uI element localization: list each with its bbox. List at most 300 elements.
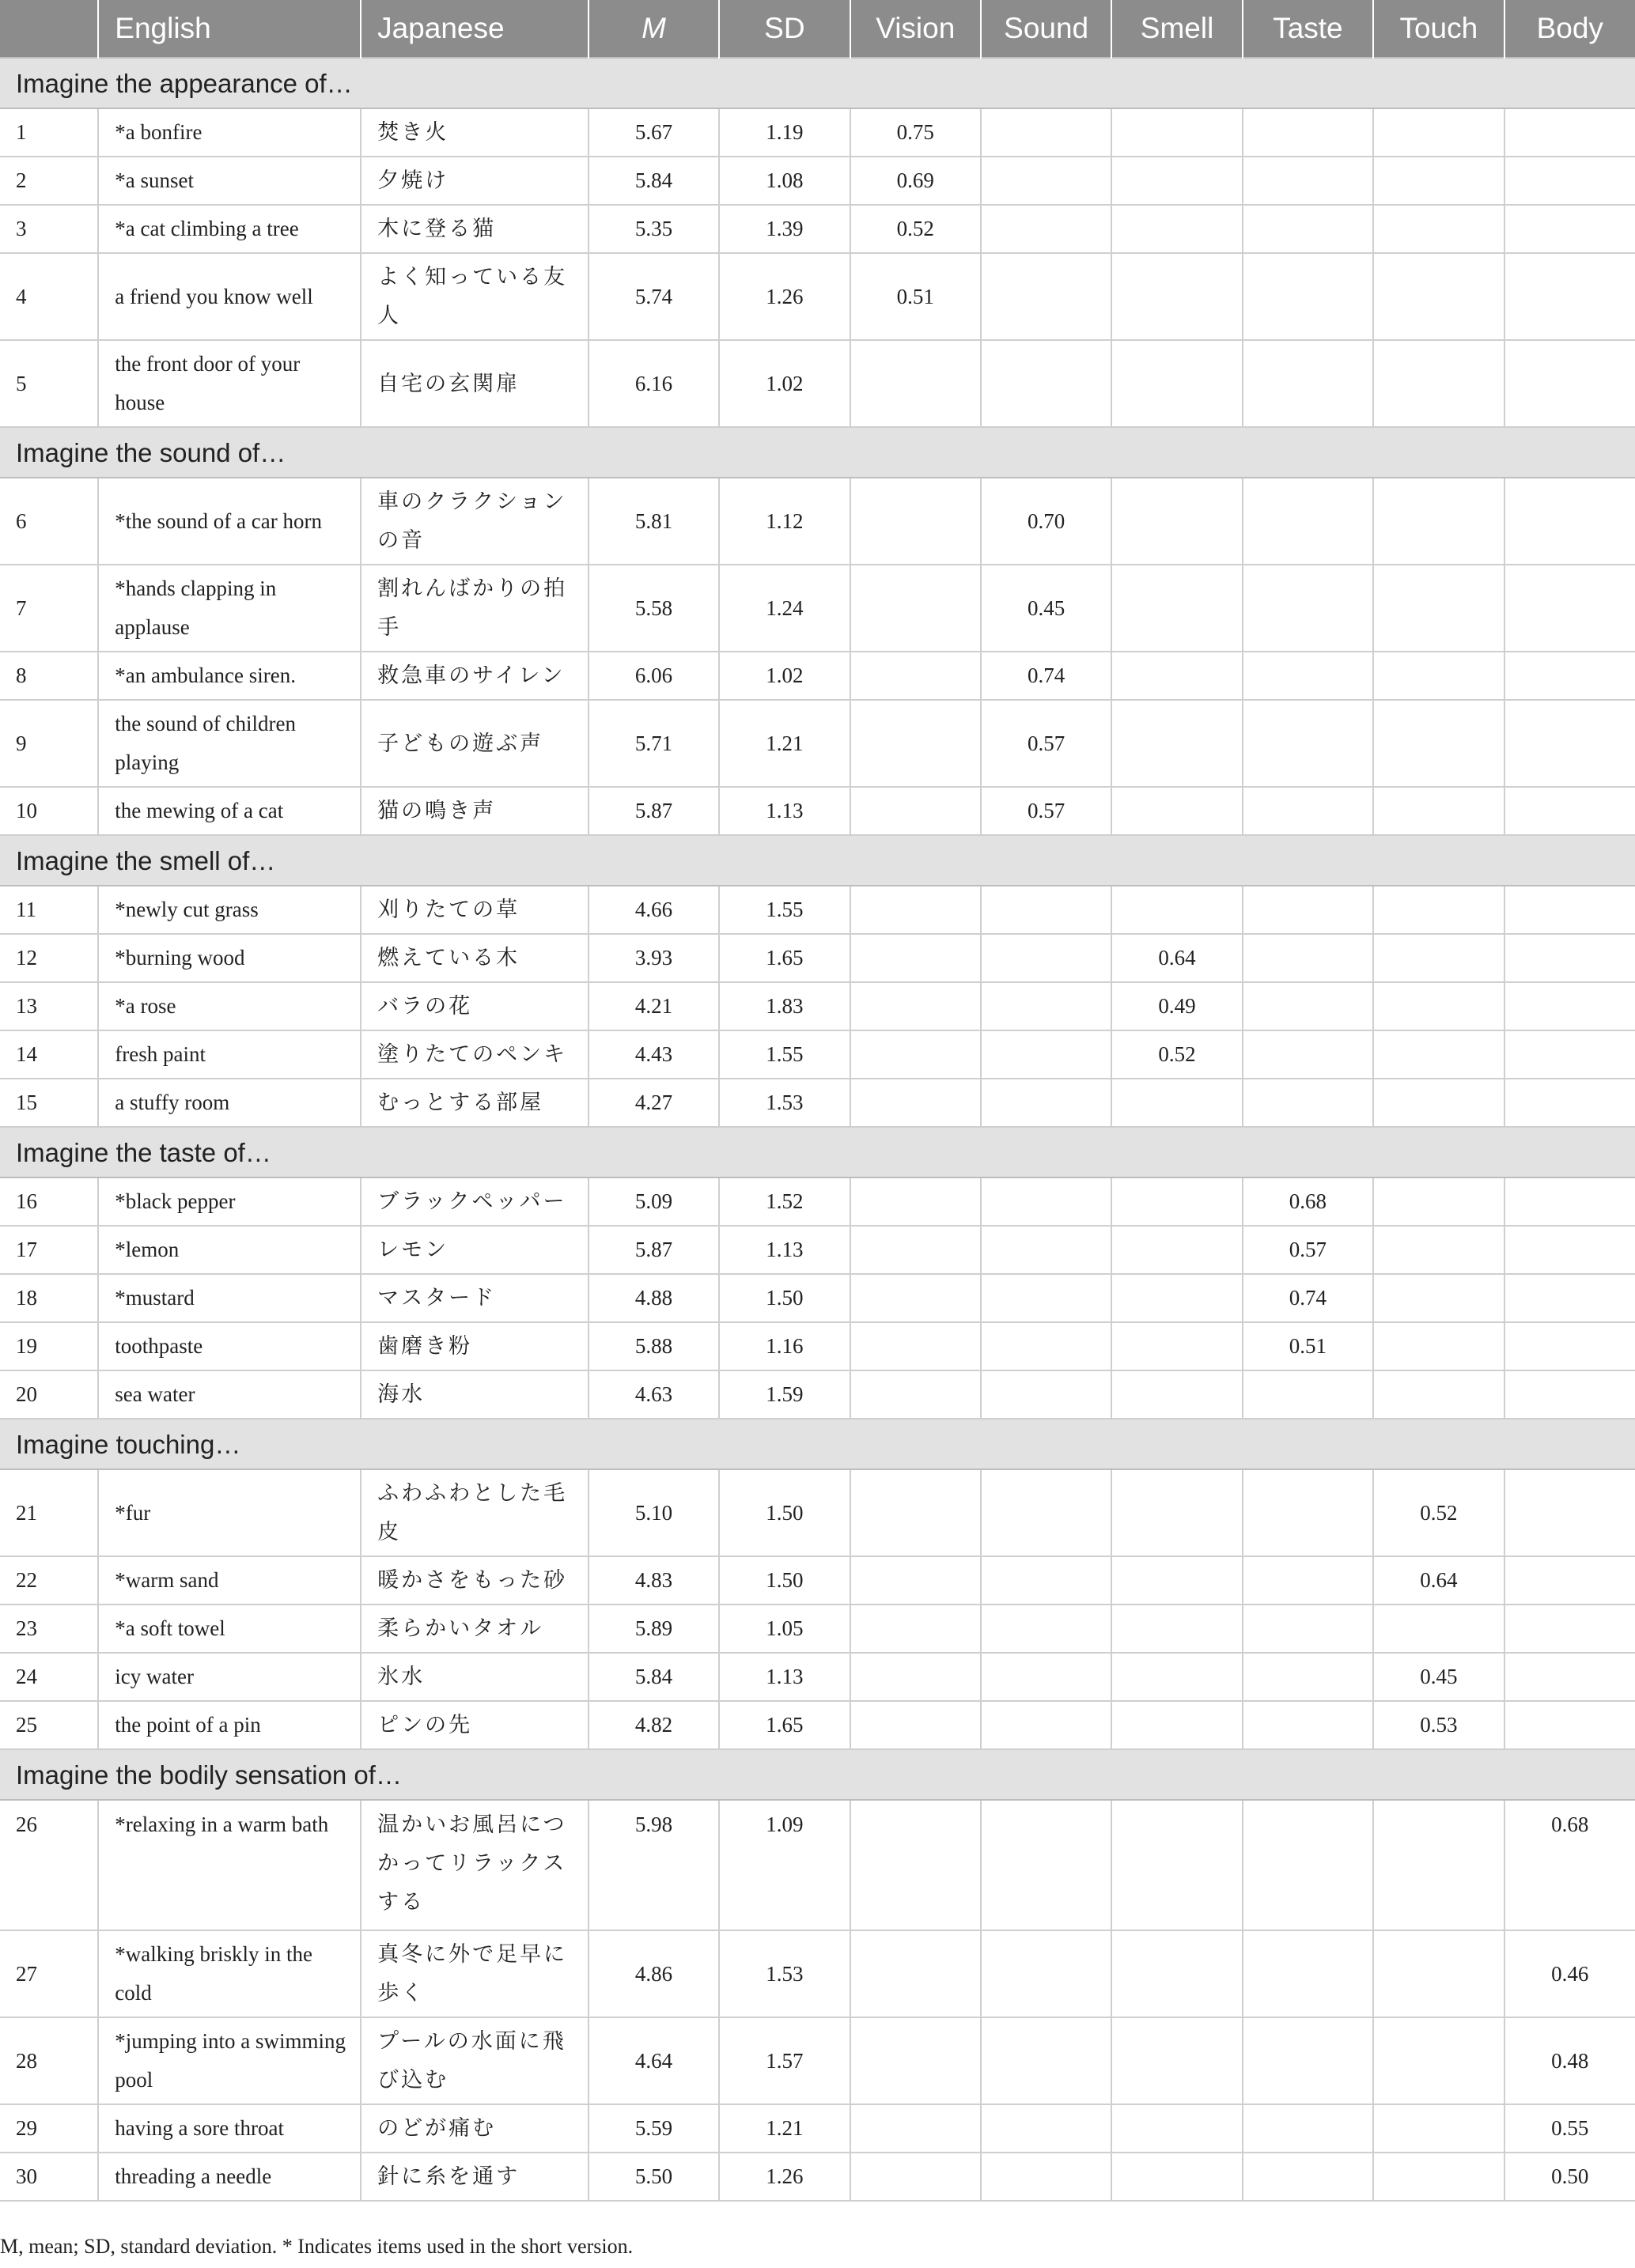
vision-loading [850, 1322, 981, 1370]
row-number: 28 [0, 2017, 98, 2104]
smell-loading [1111, 1605, 1242, 1653]
vision-loading [850, 1653, 981, 1701]
sd-value: 1.16 [719, 1322, 850, 1370]
taste-loading [1243, 652, 1373, 700]
sound-loading [981, 1079, 1111, 1127]
smell-loading [1111, 1370, 1242, 1419]
row-number: 8 [0, 652, 98, 700]
mean-value: 5.71 [589, 700, 719, 787]
table-row [0, 1079, 1635, 1127]
header-touch: Touch [1373, 0, 1504, 58]
vision-loading [850, 1030, 981, 1079]
row-number: 23 [0, 1605, 98, 1653]
body-loading [1504, 565, 1635, 652]
english-item: *warm sand [98, 1556, 361, 1605]
section-title: Imagine the taste of… [0, 1127, 1635, 1177]
table-row [0, 700, 1635, 787]
sd-value: 1.21 [719, 2104, 850, 2153]
mean-value: 4.43 [589, 1030, 719, 1079]
body-loading [1504, 1469, 1635, 1556]
mean-value: 6.16 [589, 340, 719, 427]
header-japanese: Japanese [361, 0, 589, 58]
taste-loading [1243, 1653, 1373, 1701]
english-item: *hands clapping in applause [98, 565, 361, 652]
sd-value: 1.13 [719, 787, 850, 835]
english-item: a friend you know well [98, 253, 361, 340]
row-number: 15 [0, 1079, 98, 1127]
touch-loading [1373, 1322, 1504, 1370]
english-item: threading a needle [98, 2153, 361, 2201]
taste-loading [1243, 1030, 1373, 1079]
english-item: *lemon [98, 1226, 361, 1274]
table-row [0, 787, 1635, 835]
vision-loading [850, 1469, 981, 1556]
japanese-item: 氷水 [361, 1653, 589, 1701]
japanese-item: 温かいお風呂につかってリラックスする [361, 1800, 589, 1930]
english-item: *a rose [98, 982, 361, 1030]
japanese-item: 歯磨き粉 [361, 1322, 589, 1370]
mean-value: 4.63 [589, 1370, 719, 1419]
table-row [0, 340, 1635, 427]
japanese-item: 塗りたてのペンキ [361, 1030, 589, 1079]
smell-loading [1111, 1800, 1242, 1930]
touch-loading: 0.53 [1373, 1701, 1504, 1749]
smell-loading [1111, 1079, 1242, 1127]
row-number: 22 [0, 1556, 98, 1605]
section-header-row [0, 427, 1635, 478]
vision-loading [850, 787, 981, 835]
sd-value: 1.09 [719, 1800, 850, 1930]
taste-loading [1243, 478, 1373, 565]
sound-loading: 0.57 [981, 787, 1111, 835]
japanese-item: 刈りたての草 [361, 886, 589, 934]
header-sound: Sound [981, 0, 1111, 58]
taste-loading [1243, 1370, 1373, 1419]
body-loading: 0.68 [1504, 1800, 1635, 1930]
row-number: 27 [0, 1930, 98, 2017]
mean-value: 5.67 [589, 108, 719, 157]
touch-loading [1373, 1030, 1504, 1079]
vision-loading [850, 652, 981, 700]
taste-loading [1243, 1469, 1373, 1556]
sound-loading: 0.74 [981, 652, 1111, 700]
taste-loading [1243, 2153, 1373, 2201]
japanese-item: 真冬に外で足早に歩く [361, 1930, 589, 2017]
table-footnote: M, mean; SD, standard deviation. * Indicates items used in the short version. [0, 2235, 634, 2258]
sound-loading [981, 1800, 1111, 1930]
japanese-item: プールの水面に飛び込む [361, 2017, 589, 2104]
mean-value: 4.21 [589, 982, 719, 1030]
english-item: *a sunset [98, 157, 361, 205]
header-mean: M [589, 0, 719, 58]
body-loading: 0.50 [1504, 2153, 1635, 2201]
smell-loading [1111, 787, 1242, 835]
section-header-row [0, 1419, 1635, 1469]
table-row [0, 982, 1635, 1030]
english-item: icy water [98, 1653, 361, 1701]
header-sd: SD [719, 0, 850, 58]
touch-loading [1373, 1177, 1504, 1226]
taste-loading [1243, 205, 1373, 253]
smell-loading [1111, 340, 1242, 427]
japanese-item: 夕焼け [361, 157, 589, 205]
japanese-item: よく知っている友人 [361, 253, 589, 340]
vision-loading [850, 1370, 981, 1419]
vision-loading [850, 1556, 981, 1605]
smell-loading [1111, 478, 1242, 565]
body-loading [1504, 1079, 1635, 1127]
sound-loading [981, 1274, 1111, 1322]
row-number: 29 [0, 2104, 98, 2153]
japanese-item: のどが痛む [361, 2104, 589, 2153]
smell-loading [1111, 108, 1242, 157]
touch-loading [1373, 652, 1504, 700]
mean-value: 4.27 [589, 1079, 719, 1127]
mean-value: 5.35 [589, 205, 719, 253]
row-number: 18 [0, 1274, 98, 1322]
taste-loading [1243, 2104, 1373, 2153]
mean-value: 5.87 [589, 787, 719, 835]
body-loading [1504, 787, 1635, 835]
touch-loading: 0.45 [1373, 1653, 1504, 1701]
english-item: fresh paint [98, 1030, 361, 1079]
sound-loading: 0.57 [981, 700, 1111, 787]
sound-loading [981, 1605, 1111, 1653]
section-title: Imagine the smell of… [0, 835, 1635, 886]
taste-loading [1243, 2017, 1373, 2104]
sd-value: 1.13 [719, 1226, 850, 1274]
row-number: 21 [0, 1469, 98, 1556]
sd-value: 1.50 [719, 1274, 850, 1322]
sd-value: 1.57 [719, 2017, 850, 2104]
english-item: sea water [98, 1370, 361, 1419]
touch-loading [1373, 886, 1504, 934]
header-english: English [98, 0, 361, 58]
mean-value: 5.58 [589, 565, 719, 652]
sound-loading [981, 253, 1111, 340]
japanese-item: バラの花 [361, 982, 589, 1030]
vision-loading [850, 886, 981, 934]
touch-loading [1373, 157, 1504, 205]
sd-value: 1.19 [719, 108, 850, 157]
vision-loading [850, 2017, 981, 2104]
taste-loading [1243, 157, 1373, 205]
mean-value: 4.83 [589, 1556, 719, 1605]
english-item: the point of a pin [98, 1701, 361, 1749]
body-loading [1504, 1030, 1635, 1079]
vision-loading [850, 982, 981, 1030]
vision-loading [850, 478, 981, 565]
taste-loading [1243, 1701, 1373, 1749]
smell-loading [1111, 1930, 1242, 2017]
sd-value: 1.83 [719, 982, 850, 1030]
english-item: *fur [98, 1469, 361, 1556]
sd-value: 1.50 [719, 1469, 850, 1556]
vision-loading: 0.51 [850, 253, 981, 340]
section-header-row [0, 835, 1635, 886]
japanese-item: ピンの先 [361, 1701, 589, 1749]
sd-value: 1.39 [719, 205, 850, 253]
table-row [0, 886, 1635, 934]
sound-loading [981, 982, 1111, 1030]
table-row [0, 652, 1635, 700]
row-number: 10 [0, 787, 98, 835]
smell-loading [1111, 2017, 1242, 2104]
smell-loading [1111, 700, 1242, 787]
section-title: Imagine the sound of… [0, 427, 1635, 478]
touch-loading [1373, 1370, 1504, 1419]
row-number: 12 [0, 934, 98, 982]
table-row [0, 1469, 1635, 1556]
table-body [0, 58, 1635, 2201]
table-row [0, 934, 1635, 982]
japanese-item: ブラックペッパー [361, 1177, 589, 1226]
body-loading [1504, 1177, 1635, 1226]
sd-value: 1.21 [719, 700, 850, 787]
smell-loading: 0.49 [1111, 982, 1242, 1030]
sound-loading [981, 205, 1111, 253]
section-header-row [0, 1127, 1635, 1177]
japanese-item: レモン [361, 1226, 589, 1274]
english-item: having a sore throat [98, 2104, 361, 2153]
vision-loading [850, 1800, 981, 1930]
taste-loading [1243, 700, 1373, 787]
japanese-item: ふわふわとした毛皮 [361, 1469, 589, 1556]
table-row [0, 1800, 1635, 1930]
touch-loading [1373, 1930, 1504, 2017]
smell-loading [1111, 1274, 1242, 1322]
row-number: 6 [0, 478, 98, 565]
header-index [0, 0, 98, 58]
table-row [0, 1605, 1635, 1653]
touch-loading [1373, 205, 1504, 253]
touch-loading [1373, 1226, 1504, 1274]
vision-loading [850, 340, 981, 427]
row-number: 9 [0, 700, 98, 787]
body-loading [1504, 1274, 1635, 1322]
japanese-item: 針に糸を通す [361, 2153, 589, 2201]
sd-value: 1.65 [719, 1701, 850, 1749]
taste-loading [1243, 886, 1373, 934]
japanese-item: 海水 [361, 1370, 589, 1419]
table-row [0, 2153, 1635, 2201]
taste-loading [1243, 934, 1373, 982]
row-number: 25 [0, 1701, 98, 1749]
english-item: the front door of your house [98, 340, 361, 427]
taste-loading [1243, 1079, 1373, 1127]
body-loading [1504, 108, 1635, 157]
sd-value: 1.55 [719, 1030, 850, 1079]
smell-loading [1111, 652, 1242, 700]
table-row [0, 205, 1635, 253]
touch-loading [1373, 787, 1504, 835]
header-row [0, 0, 1635, 58]
mean-value: 5.10 [589, 1469, 719, 1556]
taste-loading [1243, 108, 1373, 157]
table-row [0, 1274, 1635, 1322]
header-smell: Smell [1111, 0, 1242, 58]
touch-loading [1373, 565, 1504, 652]
section-header-row [0, 58, 1635, 108]
body-loading [1504, 1605, 1635, 1653]
vision-loading: 0.69 [850, 157, 981, 205]
table-row [0, 1322, 1635, 1370]
smell-loading [1111, 1226, 1242, 1274]
header-vision: Vision [850, 0, 981, 58]
sound-loading [981, 1556, 1111, 1605]
vision-loading [850, 2104, 981, 2153]
taste-loading: 0.74 [1243, 1274, 1373, 1322]
sd-value: 1.52 [719, 1177, 850, 1226]
row-number: 7 [0, 565, 98, 652]
row-number: 17 [0, 1226, 98, 1274]
sd-value: 1.53 [719, 1930, 850, 2017]
japanese-item: 自宅の玄関扉 [361, 340, 589, 427]
touch-loading [1373, 478, 1504, 565]
touch-loading [1373, 934, 1504, 982]
table-row [0, 1653, 1635, 1701]
row-number: 30 [0, 2153, 98, 2201]
section-title: Imagine the bodily sensation of… [0, 1749, 1635, 1800]
sound-loading [981, 1177, 1111, 1226]
vision-loading [850, 1079, 981, 1127]
smell-loading [1111, 565, 1242, 652]
table-row [0, 2104, 1635, 2153]
touch-loading: 0.52 [1373, 1469, 1504, 1556]
smell-loading [1111, 2104, 1242, 2153]
mean-value: 4.64 [589, 2017, 719, 2104]
sd-value: 1.02 [719, 340, 850, 427]
mean-value: 5.74 [589, 253, 719, 340]
touch-loading [1373, 253, 1504, 340]
japanese-item: 焚き火 [361, 108, 589, 157]
english-item: *newly cut grass [98, 886, 361, 934]
row-number: 24 [0, 1653, 98, 1701]
body-loading [1504, 1226, 1635, 1274]
row-number: 26 [0, 1800, 98, 1930]
header-body: Body [1504, 0, 1635, 58]
sound-loading [981, 1653, 1111, 1701]
touch-loading [1373, 2104, 1504, 2153]
english-item: *jumping into a swimming pool [98, 2017, 361, 2104]
japanese-item: 子どもの遊ぶ声 [361, 700, 589, 787]
mean-value: 6.06 [589, 652, 719, 700]
smell-loading [1111, 1653, 1242, 1701]
vision-loading [850, 700, 981, 787]
touch-loading [1373, 982, 1504, 1030]
body-loading: 0.55 [1504, 2104, 1635, 2153]
table-row [0, 1177, 1635, 1226]
touch-loading [1373, 700, 1504, 787]
body-loading [1504, 982, 1635, 1030]
row-number: 1 [0, 108, 98, 157]
sound-loading [981, 340, 1111, 427]
smell-loading [1111, 205, 1242, 253]
smell-loading [1111, 1556, 1242, 1605]
japanese-item: 救急車のサイレン [361, 652, 589, 700]
smell-loading [1111, 1469, 1242, 1556]
smell-loading [1111, 2153, 1242, 2201]
row-number: 13 [0, 982, 98, 1030]
japanese-item: 柔らかいタオル [361, 1605, 589, 1653]
taste-loading: 0.57 [1243, 1226, 1373, 1274]
sound-loading [981, 934, 1111, 982]
sd-value: 1.55 [719, 886, 850, 934]
smell-loading [1111, 1322, 1242, 1370]
sound-loading [981, 108, 1111, 157]
row-number: 14 [0, 1030, 98, 1079]
sound-loading [981, 1701, 1111, 1749]
sd-value: 1.65 [719, 934, 850, 982]
vision-loading [850, 1177, 981, 1226]
row-number: 20 [0, 1370, 98, 1419]
table-row [0, 1930, 1635, 2017]
touch-loading [1373, 1605, 1504, 1653]
table-row [0, 1701, 1635, 1749]
vision-loading [850, 1605, 981, 1653]
mean-value: 4.82 [589, 1701, 719, 1749]
table-row [0, 1226, 1635, 1274]
header-taste: Taste [1243, 0, 1373, 58]
japanese-item: 暖かさをもった砂 [361, 1556, 589, 1605]
body-loading [1504, 340, 1635, 427]
section-header-row [0, 1749, 1635, 1800]
table-row [0, 108, 1635, 157]
vision-loading [850, 1226, 981, 1274]
taste-loading [1243, 565, 1373, 652]
table-row [0, 478, 1635, 565]
table-row [0, 565, 1635, 652]
mean-value: 5.81 [589, 478, 719, 565]
vision-loading [850, 565, 981, 652]
sound-loading [981, 157, 1111, 205]
english-item: *black pepper [98, 1177, 361, 1226]
body-loading [1504, 157, 1635, 205]
sd-value: 1.12 [719, 478, 850, 565]
taste-loading [1243, 982, 1373, 1030]
body-loading [1504, 652, 1635, 700]
english-item: *walking briskly in the cold [98, 1930, 361, 2017]
japanese-item: 車のクラクションの音 [361, 478, 589, 565]
sound-loading [981, 2104, 1111, 2153]
touch-loading [1373, 108, 1504, 157]
mean-value: 5.84 [589, 157, 719, 205]
english-item: *an ambulance siren. [98, 652, 361, 700]
sd-value: 1.50 [719, 1556, 850, 1605]
sound-loading: 0.70 [981, 478, 1111, 565]
sound-loading [981, 886, 1111, 934]
sd-value: 1.59 [719, 1370, 850, 1419]
taste-loading [1243, 340, 1373, 427]
sd-value: 1.26 [719, 2153, 850, 2201]
sound-loading [981, 1226, 1111, 1274]
english-item: *a cat climbing a tree [98, 205, 361, 253]
sound-loading [981, 1370, 1111, 1419]
body-loading [1504, 253, 1635, 340]
english-item: *a soft towel [98, 1605, 361, 1653]
english-item: *relaxing in a warm bath [98, 1800, 361, 1930]
sound-loading: 0.45 [981, 565, 1111, 652]
body-loading [1504, 1556, 1635, 1605]
japanese-item: 燃えている木 [361, 934, 589, 982]
english-item: *burning wood [98, 934, 361, 982]
japanese-item: 割れんばかりの拍手 [361, 565, 589, 652]
taste-loading: 0.51 [1243, 1322, 1373, 1370]
vision-loading [850, 1930, 981, 2017]
english-item: the mewing of a cat [98, 787, 361, 835]
taste-loading [1243, 1605, 1373, 1653]
sd-value: 1.53 [719, 1079, 850, 1127]
